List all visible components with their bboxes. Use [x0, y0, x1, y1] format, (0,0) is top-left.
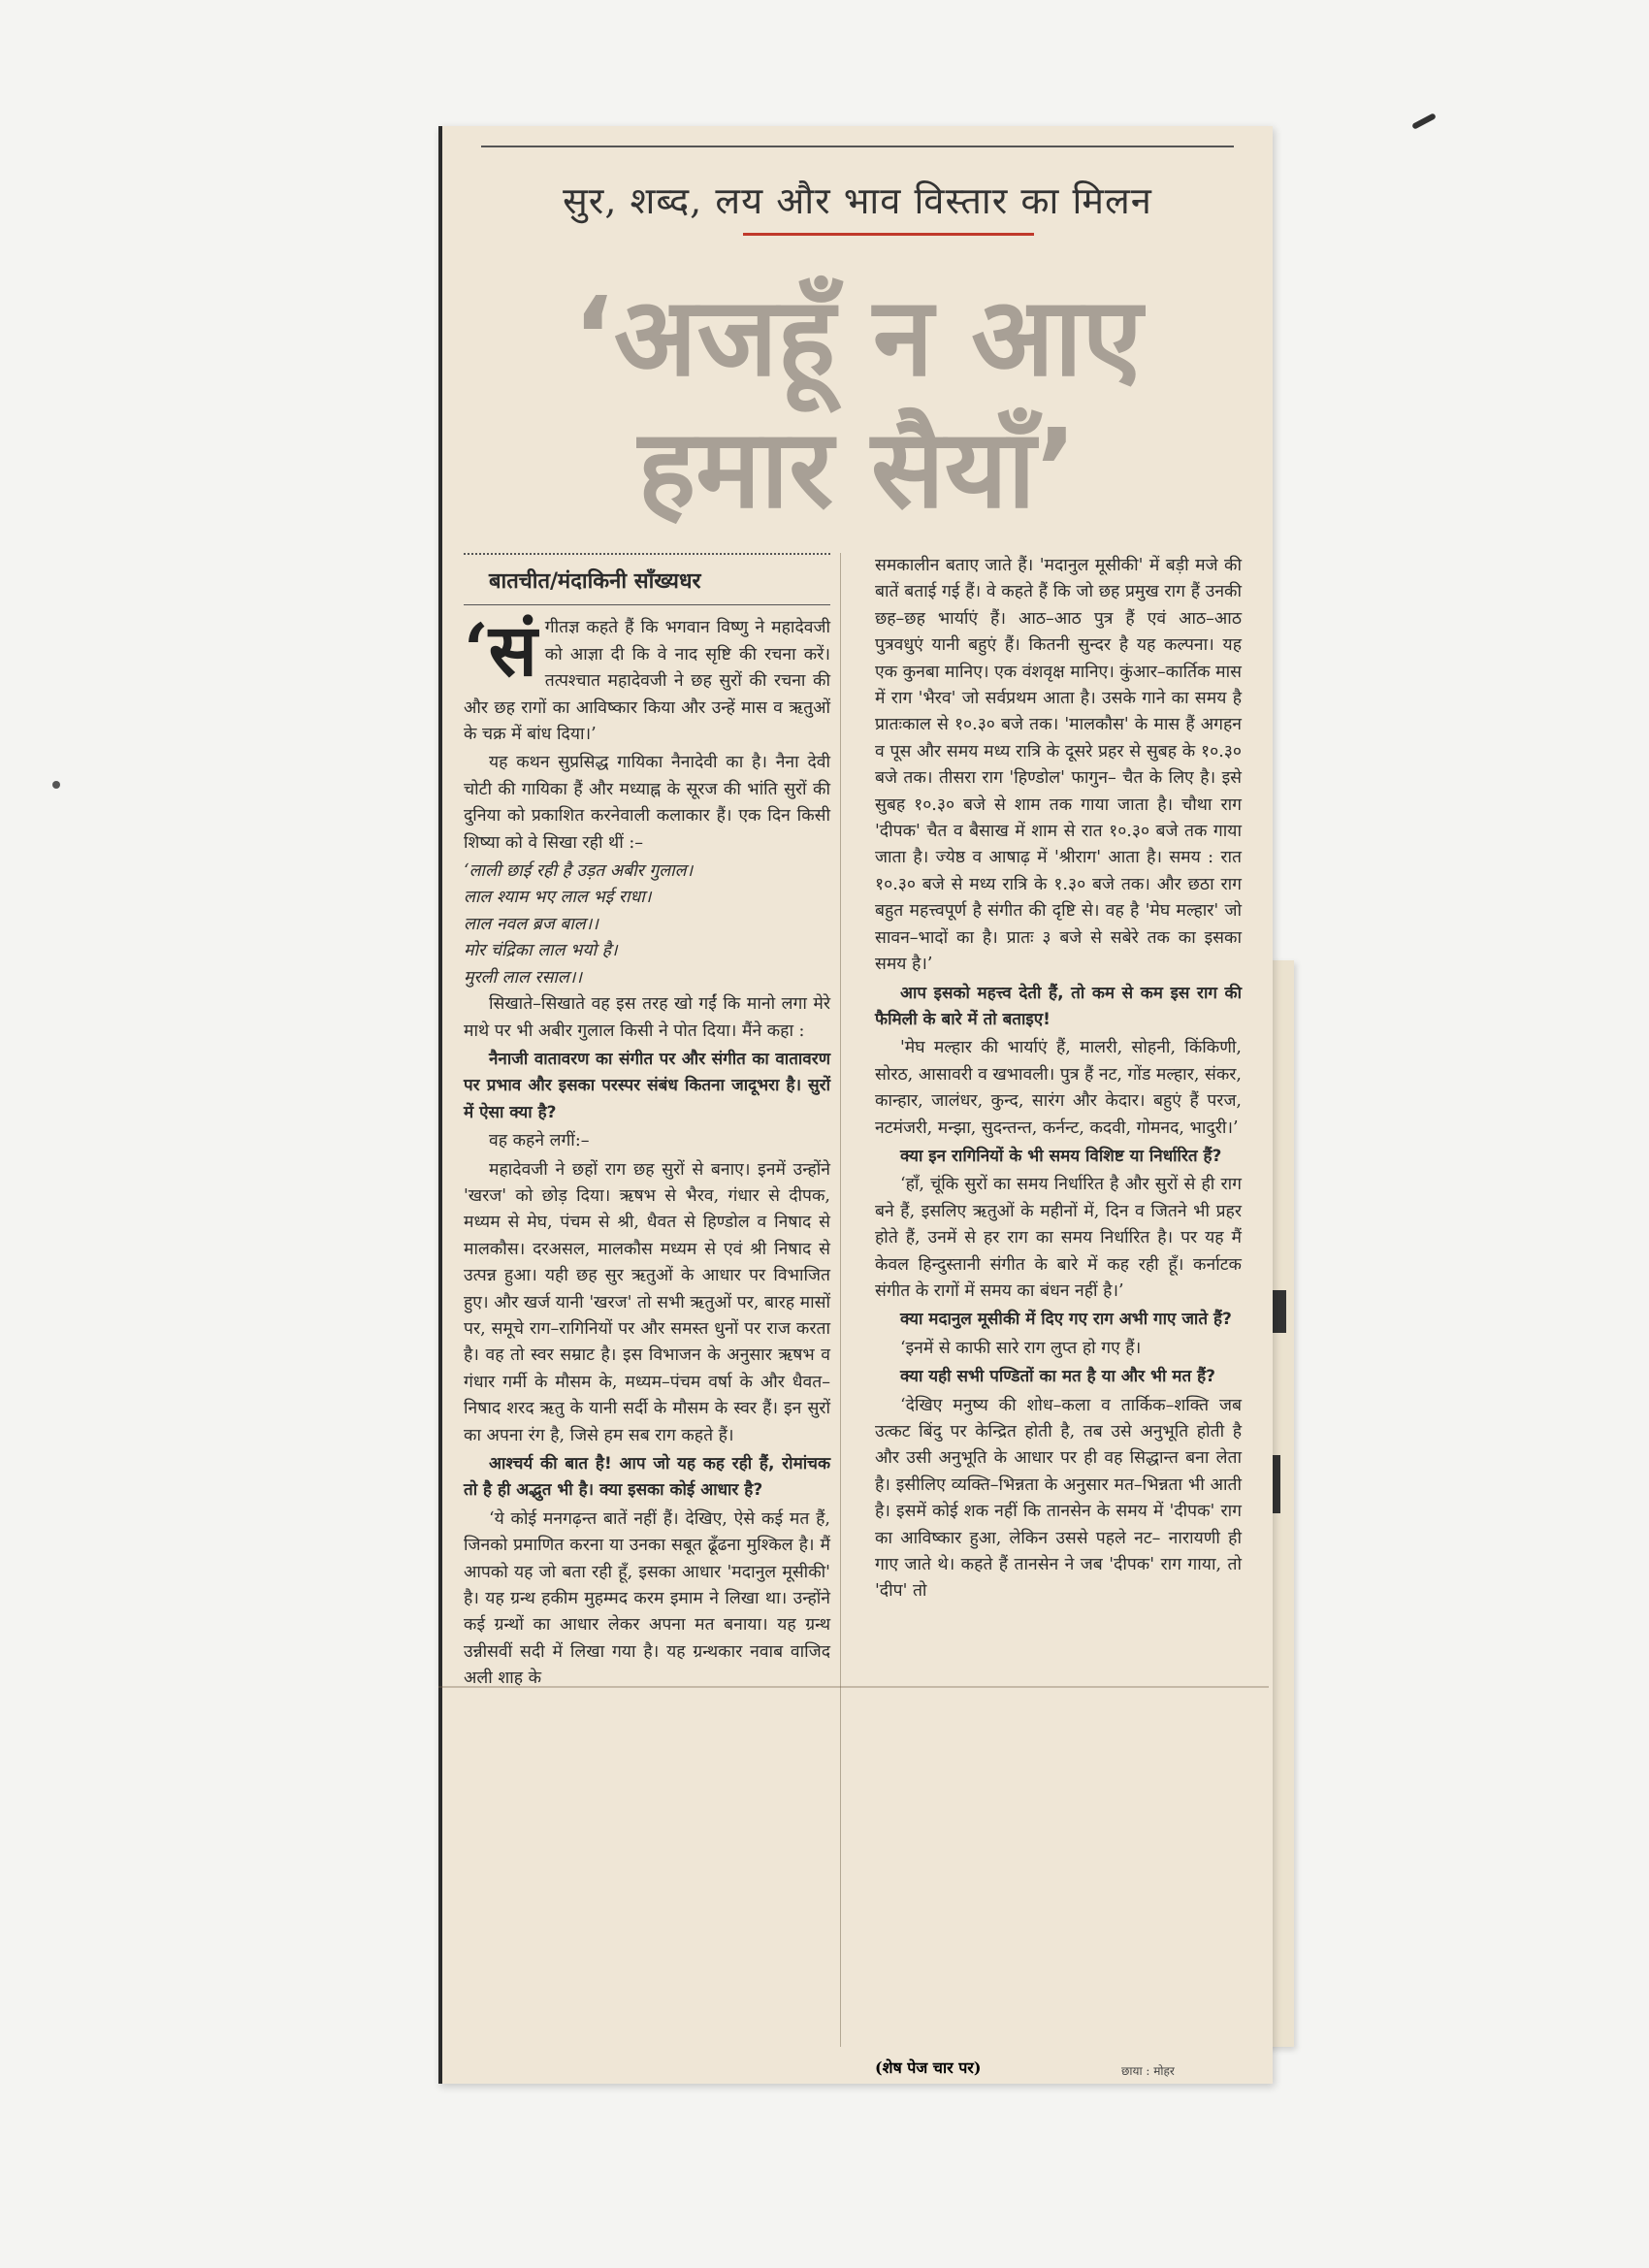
verse-line: लाल श्याम भए लाल भई राधा।	[464, 888, 652, 908]
headline-line-2: हमार सैयाँ’	[637, 406, 1078, 533]
question: नैनाजी वातावरण का संगीत पर और संगीत का वातावरण पर प्रभाव और इसका परस्पर संबंध कितना जादूभरा है। सुरों में ऐसा क्या है?	[464, 1049, 830, 1122]
top-rule	[481, 146, 1234, 147]
byline-rule-top	[464, 553, 830, 555]
right-column	[875, 553, 1242, 1607]
paragraph: सिखाते–सिखाते वह इस तरह खो गईं कि मानो लगा मेरे माथे पर भी अबीर गुलाल किसी ने पोत दिया। मैंने कहा :	[464, 994, 830, 1041]
question: क्या यही सभी पण्डितों का मत है या और भी मत हैं?	[900, 1367, 1215, 1387]
paragraph: ‘हाँ, चूंकि सुरों का समय निर्धारित है और सुरों से ही राग बने हैं, इसलिए ऋतुओं के महीनों में, दिन व जितने भी प्रहर होते हैं, उनमें से हर राग का समय निर्धारित है। पर यह मैं केवल हिन्दुस्तानी संगीत के बारे में कह रही हूँ। कर्नाटक संगीत के रागों में समय का बंधन नहीं है।’	[875, 1175, 1242, 1301]
ink-dot	[52, 781, 60, 789]
byline-rule-bottom	[464, 604, 830, 605]
newspaper-clipping	[438, 126, 1273, 2084]
kicker: सुर, शब्द, लय और भाव विस्तार का मिलन	[563, 179, 1152, 222]
question: आप इसको महत्त्व देती हैं, तो कम से कम इस राग की फैमिली के बारे में तो बताइए!	[875, 983, 1242, 1029]
drop-cap: ‘सं	[464, 609, 537, 694]
fold-line	[438, 1686, 1269, 1688]
paragraph: वह कहने लगीं:–	[489, 1131, 590, 1151]
intro-paragraph	[464, 609, 830, 748]
paragraph: 'मेघ मल्हार की भार्याएं हैं, मालरी, सोहनी, किंकिणी, सोरठ, आसावरी व खभावली। पुत्र हैं नट, गोंड मल्हार, संकर, कान्हार, जालंधर, कुन्द, सारंग और केदार। बहुएं हैं परज, नटमंजरी, मन्झा, सुदन्तन्त, कर्नन्ट, कदवी, गोमनद, भादुरी।’	[875, 1038, 1242, 1138]
photo-credit: छाया : मोहर	[1121, 2064, 1175, 2078]
verse-block	[464, 859, 830, 991]
paragraph: महादेवजी ने छहों राग छह सुरों से बनाए। इनमें उन्होंने 'खरज' को छोड़ दिया। ऋषभ से भैरव, गंधार से दीपक, मध्यम से मेघ, पंचम से श्री, धैवत से हिण्डोल व निषाद से मालकौस। दरअसल, मालकौस मध्यम से एवं श्री निषाद से उत्पन्न हुआ। यही छह सुर ऋतुओं के आधार पर विभाजित हुए। और खर्ज यानी 'खरज' तो सभी ऋतुओं पर, बारह मासों पर, समूचे राग–रागिनियों पर और समस्त धुनों पर राज करता है। वह तो स्वर सम्राट है। इस विभाजन के अनुसार ऋषभ व गंधार गर्मी के मौसम के, मध्यम–पंचम वर्षा के और धैवत–निषाद शरद ऋतु के यानी सर्दी के मौसम के स्वर हैं। इन सुरों का अपना रंग है, जिसे हम सब राग कहते हैं।	[464, 1159, 830, 1445]
verse-line: ‘लाली छाई रही है उड़त अबीर गुलाल।	[464, 861, 694, 882]
paragraph: ‘देखिए मनुष्य की शोध–कला व तार्किक–शक्ति जब उत्कट बिंदु पर केन्द्रित होती है, तब उसे अनुभूति होती है और उसी अनुभूति के आधार पर ही वह सिद्धान्त बना लेता है। इसीलिए व्यक्ति–भिन्नता के अनुसार मत–भिन्नता भी आती है। इसमें कोई शक नहीं कि तानसेन के समय में 'दीपक' राग का आविष्कार हुआ, लेकिन उससे पहले नट– नारायणी ही गाए जाते थे। कहते हैं तानसेन ने जब 'दीपक' राग गाया, तो 'दीप' तो	[875, 1395, 1242, 1602]
verse-line: लाल नवल ब्रज बाल।।	[464, 914, 598, 934]
byline: बातचीत/मंदाकिनी साँख्यधर	[489, 568, 701, 594]
paragraph: ‘ये कोई मनगढ़न्त बातें नहीं हैं। देखिए, ऐसे कई मत हैं, जिनको प्रमाणित करना या उनका सबूत ढूँढना मुश्किल है। मैं आपको यह जो बता रही हूँ, इसका आधार 'मदानुल मूसीकी' है। यह ग्रन्थ हकीम मुहम्मद करम इमाम ने लिखा था। उन्होंने कई ग्रन्थों का आधार लेकर अपना मत बनाया। यह ग्रन्थ उन्नीसवीं सदी में लिखा गया है। यह ग्रन्थकार नवाब वाजिद अली शाह के	[464, 1508, 830, 1689]
kicker-rule	[743, 233, 1034, 236]
question: क्या इन रागिनियों के भी समय विशिष्ट या निर्धारित हैं?	[900, 1146, 1222, 1166]
continued-note: (शेष पेज चार पर)	[875, 2058, 982, 2077]
verse-line: मुरली लाल रसाल।।	[464, 967, 583, 988]
verse-line: मोर चंद्रिका लाल भयो है।	[464, 941, 618, 961]
pen-mark	[1411, 113, 1437, 130]
print-mark	[1271, 1290, 1286, 1333]
left-column	[464, 553, 830, 1695]
paragraph: ‘इनमें से काफी सारे राग लुप्त हो गए हैं।	[900, 1338, 1142, 1358]
paragraph: यह कथन सुप्रसिद्ध गायिका नैनादेवी का है। नैना देवी चोटी की गायिका हैं और मध्याह्न के सूरज की भांति सुरों की दुनिया को प्रकाशित करनेवाली कलाकार हैं। एक दिन किसी शिष्या को वे सिखा रही थीं :–	[464, 753, 830, 853]
paragraph: समकालीन बताए जाते हैं। 'मदानुल मूसीकी' में बड़ी मजे की बातें बताई गई हैं। वे कहते हैं कि जो छह प्रमुख राग हैं उनकी छह–छह भार्याएं हैं। आठ–आठ पुत्र हैं एवं आठ–आठ पुत्रवधुएं यानी बहुएं हैं। कितनी सुन्दर है यह कल्पना। यह एक कुनबा मानिए। एक वंशवृक्ष मानिए। कुंआर–कार्तिक मास में राग 'भैरव' जो सर्वप्रथम आता है। उसके गाने का समय है प्रातःकाल से १०.३० बजे तक। 'मालकौस' के मास हैं अगहन व पूस और समय मध्य रात्रि के दूसरे प्रहर से सुबह के १०.३० बजे तक। तीसरा राग 'हिण्डोल' फागुन– चैत के लिए है। इसे सुबह १०.३० बजे से शाम तक गाया जाता है। चौथा राग 'दीपक' चैत व बैसाख में शाम से रात १०.३० बजे तक गाया जाता है। ज्येष्ठ व आषाढ़ में 'श्रीराग' आता है। समय : रात १०.३० बजे से मध्य रात्रि के १.३० बजे तक। और छठा राग बहुत महत्त्वपूर्ण है संगीत की दृष्टि से। वह है 'मेघ मल्हार' जो सावन–भादों का है। प्रातः ३ बजे से सबेरे तक का इसका समय है।’	[875, 556, 1242, 975]
headline	[481, 272, 1234, 535]
intro-text: गीतज्ञ कहते हैं कि भगवान विष्णु ने महादेवजी को आज्ञा दी कि वे नाद सृष्टि की रचना करें। तत्पश्चात महादेवजी ने छह सुरों की रचना की और छह रागों का आविष्कार किया और उन्हें मास व ऋतुओं के चक्र में बांध दिया।’	[464, 618, 830, 745]
column-rule	[840, 553, 841, 2047]
headline-line-1: ‘अजहूँ न आए	[572, 275, 1143, 401]
question: आश्चर्य की बात है! आप जो यह कह रही हैं, रोमांचक तो है ही अद्भुत भी है। क्या इसका कोई आधार है?	[464, 1454, 830, 1501]
question: क्या मदानुल मूसीकी में दिए गए राग अभी गाए जाते हैं?	[900, 1310, 1232, 1330]
